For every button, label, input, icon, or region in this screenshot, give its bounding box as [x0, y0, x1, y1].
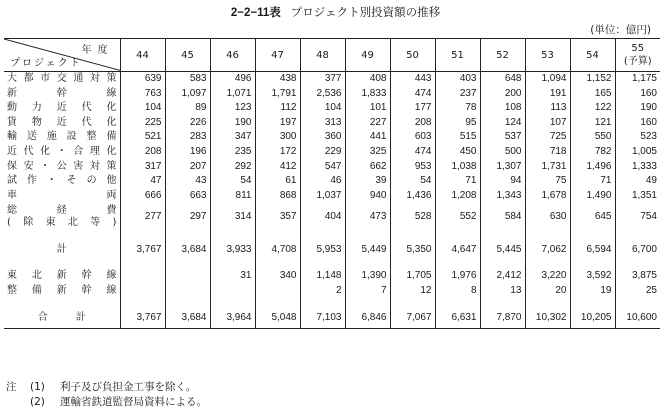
value-cell: 603	[390, 130, 435, 145]
value-cell: 12	[390, 284, 435, 299]
table-row	[4, 284, 660, 299]
value-cell: 940	[345, 189, 390, 204]
value-cell: 5,953	[300, 240, 345, 260]
value-cell: 39	[345, 174, 390, 189]
value-cell: 450	[435, 145, 480, 160]
value-cell: 547	[300, 160, 345, 175]
value-cell: 1,148	[300, 269, 345, 284]
value-cell: 8	[435, 284, 480, 299]
value-cell: 583	[165, 72, 210, 87]
value-cell: 190	[210, 116, 255, 131]
table-row	[4, 203, 660, 231]
table-title-text: プロジェクト別投資額の推移	[290, 5, 441, 19]
value-cell: 313	[300, 116, 345, 131]
value-cell: 521	[120, 130, 165, 145]
value-cell: 75	[525, 174, 570, 189]
row-label-cell	[4, 189, 120, 204]
value-cell: 225	[120, 116, 165, 131]
value-cell: 46	[300, 174, 345, 189]
value-cell: 443	[390, 72, 435, 87]
value-cell: 515	[435, 130, 480, 145]
spacer-row	[4, 231, 660, 240]
value-cell: 3,220	[525, 269, 570, 284]
value-cell: 47	[120, 174, 165, 189]
value-cell: 112	[255, 101, 300, 116]
year-header: 年度	[81, 45, 114, 56]
value-cell: 49	[615, 174, 660, 189]
value-cell: 5,449	[345, 240, 390, 260]
value-cell: 71	[570, 174, 615, 189]
value-cell: 537	[480, 130, 525, 145]
value-cell: 408	[345, 72, 390, 87]
value-cell: 648	[480, 72, 525, 87]
row-label-cell	[4, 284, 120, 299]
value-cell: 474	[390, 145, 435, 160]
row-label-cell	[4, 130, 120, 145]
value-cell: 237	[435, 87, 480, 102]
spacer-row	[4, 260, 660, 269]
value-cell: 552	[435, 203, 480, 231]
value-cell: 314	[210, 203, 255, 231]
value-cell: 1,094	[525, 72, 570, 87]
value-cell: 7,067	[390, 308, 435, 329]
value-cell	[210, 284, 255, 299]
value-cell: 5,445	[480, 240, 525, 260]
value-cell: 3,875	[615, 269, 660, 284]
year-header-cell: 46	[210, 39, 255, 72]
value-cell: 1,097	[165, 87, 210, 102]
row-label: 車 両	[7, 189, 117, 201]
value-cell: 763	[120, 87, 165, 102]
value-cell: 347	[210, 130, 255, 145]
value-cell: 123	[210, 101, 255, 116]
row-label: 大 都 市 交 通 対 策	[7, 73, 117, 84]
value-cell: 3,964	[210, 308, 255, 329]
value-cell: 1,343	[480, 189, 525, 204]
spacer-row	[4, 299, 660, 308]
value-cell: 71	[435, 174, 480, 189]
table-row	[4, 72, 660, 87]
value-cell: 227	[345, 116, 390, 131]
value-cell: 292	[210, 160, 255, 175]
year-header-cell: 54	[570, 39, 615, 72]
table-row	[4, 308, 660, 329]
table-body	[4, 72, 660, 329]
table-row	[4, 87, 660, 102]
table-row	[4, 174, 660, 189]
value-cell: 172	[255, 145, 300, 160]
value-cell: 325	[345, 145, 390, 160]
value-cell: 43	[165, 174, 210, 189]
row-label: 近 代 化 ・ 合 理 化	[7, 145, 117, 157]
value-cell: 10,205	[570, 308, 615, 329]
value-cell: 165	[570, 87, 615, 102]
value-cell: 1,351	[615, 189, 660, 204]
row-label-cell	[4, 87, 120, 102]
value-cell: 438	[255, 72, 300, 87]
year-header-cell: 47	[255, 39, 300, 72]
value-cell: 208	[120, 145, 165, 160]
row-label-cell	[4, 203, 120, 231]
value-cell: 3,767	[120, 308, 165, 329]
value-cell: 283	[165, 130, 210, 145]
table-row	[4, 130, 660, 145]
value-cell: 1,976	[435, 269, 480, 284]
value-cell: 208	[390, 116, 435, 131]
value-cell: 207	[165, 160, 210, 175]
value-cell: 3,684	[165, 240, 210, 260]
value-cell: 645	[570, 203, 615, 231]
value-cell: 404	[300, 203, 345, 231]
value-cell: 1,731	[525, 160, 570, 175]
value-cell: 1,833	[345, 87, 390, 102]
table-row	[4, 189, 660, 204]
value-cell: 196	[165, 145, 210, 160]
value-cell: 122	[570, 101, 615, 116]
year-header-cell: 55 (予算)	[615, 39, 660, 72]
value-cell: 1,436	[390, 189, 435, 204]
value-cell: 7,062	[525, 240, 570, 260]
header-corner	[4, 39, 120, 72]
value-cell: 7	[345, 284, 390, 299]
value-cell: 1,208	[435, 189, 480, 204]
table-row	[4, 269, 660, 284]
row-label: 輸 送 施 設 整 備	[7, 131, 117, 143]
row-label-cell	[4, 145, 120, 160]
value-cell: 1,333	[615, 160, 660, 175]
value-cell: 1,071	[210, 87, 255, 102]
year-header-cell: 51	[435, 39, 480, 72]
value-cell: 121	[570, 116, 615, 131]
value-cell: 3,592	[570, 269, 615, 284]
value-cell: 54	[210, 174, 255, 189]
value-cell: 1,490	[570, 189, 615, 204]
value-cell: 2,536	[300, 87, 345, 102]
year-header-cell: 52	[480, 39, 525, 72]
row-label-cell	[4, 160, 120, 175]
value-cell: 3,767	[120, 240, 165, 260]
value-cell: 725	[525, 130, 570, 145]
note-line: 注 (1) 利子及び負担金工事を除く。	[6, 381, 197, 393]
value-cell: 191	[525, 87, 570, 102]
value-cell: 1,037	[300, 189, 345, 204]
value-cell: 6,846	[345, 308, 390, 329]
value-cell: 3,933	[210, 240, 255, 260]
value-cell: 317	[120, 160, 165, 175]
value-cell: 235	[210, 145, 255, 160]
value-cell: 1,496	[570, 160, 615, 175]
value-cell	[120, 284, 165, 299]
value-cell: 124	[480, 116, 525, 131]
value-cell: 297	[165, 203, 210, 231]
value-cell: 31	[210, 269, 255, 284]
value-cell: 474	[390, 87, 435, 102]
value-cell: 718	[525, 145, 570, 160]
value-cell: 2,412	[480, 269, 525, 284]
project-header: プロジェクト	[10, 58, 82, 69]
value-cell: 868	[255, 189, 300, 204]
note-line: (2) 運輸省鉄道監督局資料による。	[30, 396, 207, 408]
row-label-cell	[4, 240, 120, 260]
table-number: 2−2−11表	[230, 7, 281, 19]
value-cell: 229	[300, 145, 345, 160]
value-cell: 3,684	[165, 308, 210, 329]
value-cell: 5,048	[255, 308, 300, 329]
row-label-cell	[4, 101, 120, 116]
value-cell: 277	[120, 203, 165, 231]
value-cell: 13	[480, 284, 525, 299]
notes	[6, 380, 207, 410]
value-cell: 108	[480, 101, 525, 116]
value-cell: 1,005	[615, 145, 660, 160]
value-cell: 107	[525, 116, 570, 131]
value-cell: 19	[570, 284, 615, 299]
value-cell: 412	[255, 160, 300, 175]
value-cell: 496	[210, 72, 255, 87]
row-label: 合計	[37, 311, 114, 323]
value-cell	[120, 269, 165, 284]
value-cell: 953	[390, 160, 435, 175]
value-cell: 782	[570, 145, 615, 160]
value-cell: 584	[480, 203, 525, 231]
row-label: 東 北 新 幹 線	[7, 270, 117, 282]
value-cell: 78	[435, 101, 480, 116]
value-cell: 523	[615, 130, 660, 145]
value-cell: 89	[165, 101, 210, 116]
value-cell: 663	[165, 189, 210, 204]
value-cell: 10,302	[525, 308, 570, 329]
row-label: 試 作 ・ そ の 他	[7, 175, 117, 187]
value-cell: 441	[345, 130, 390, 145]
row-label-cell	[4, 72, 120, 87]
year-header-cell: 45	[165, 39, 210, 72]
value-cell: 1,678	[525, 189, 570, 204]
table-row	[4, 101, 660, 116]
value-cell: 340	[255, 269, 300, 284]
value-cell: 177	[390, 101, 435, 116]
value-cell: 7,870	[480, 308, 525, 329]
value-cell: 4,647	[435, 240, 480, 260]
value-cell: 94	[480, 174, 525, 189]
row-label-cell	[4, 308, 120, 329]
row-label-cell	[4, 269, 120, 284]
value-cell: 160	[615, 87, 660, 102]
row-label: 動 力 近 代 化	[7, 102, 117, 114]
value-cell: 6,700	[615, 240, 660, 260]
value-cell: 160	[615, 116, 660, 131]
value-cell	[165, 269, 210, 284]
value-cell: 630	[525, 203, 570, 231]
value-cell: 377	[300, 72, 345, 87]
value-cell	[255, 284, 300, 299]
row-label-sub: ( 除 東 北 等 )	[7, 217, 117, 229]
row-label: 計	[56, 244, 67, 256]
table-row	[4, 145, 660, 160]
value-cell: 104	[300, 101, 345, 116]
unit-label: (単位：億円)	[590, 24, 651, 36]
value-cell: 639	[120, 72, 165, 87]
value-cell: 197	[255, 116, 300, 131]
row-label: 新 幹 線	[7, 87, 117, 99]
value-cell	[165, 284, 210, 299]
investment-table	[4, 38, 660, 329]
year-header-cell: 48	[300, 39, 345, 72]
value-cell: 500	[480, 145, 525, 160]
value-cell: 300	[255, 130, 300, 145]
header-row	[4, 39, 660, 72]
table-row	[4, 240, 660, 260]
value-cell: 226	[165, 116, 210, 131]
year-header-cell: 44	[120, 39, 165, 72]
value-cell: 101	[345, 101, 390, 116]
value-cell: 357	[255, 203, 300, 231]
row-label: 総 経 費	[7, 205, 117, 217]
value-cell: 1,175	[615, 72, 660, 87]
row-label: 整 備 新 幹 線	[7, 284, 117, 296]
value-cell: 95	[435, 116, 480, 131]
value-cell: 7,103	[300, 308, 345, 329]
table-title	[0, 4, 671, 20]
value-cell: 6,631	[435, 308, 480, 329]
row-label: 貨 物 近 代 化	[7, 116, 117, 128]
value-cell: 666	[120, 189, 165, 204]
value-cell: 54	[390, 174, 435, 189]
value-cell: 2	[300, 284, 345, 299]
value-cell: 662	[345, 160, 390, 175]
value-cell: 403	[435, 72, 480, 87]
row-label: 保 安 ・ 公 害 対 策	[7, 160, 117, 172]
value-cell: 61	[255, 174, 300, 189]
value-cell: 1,307	[480, 160, 525, 175]
value-cell: 113	[525, 101, 570, 116]
value-cell: 754	[615, 203, 660, 231]
value-cell: 1,038	[435, 160, 480, 175]
value-cell: 10,600	[615, 308, 660, 329]
row-label-cell	[4, 174, 120, 189]
value-cell: 104	[120, 101, 165, 116]
value-cell: 473	[345, 203, 390, 231]
row-label-cell	[4, 116, 120, 131]
value-cell: 20	[525, 284, 570, 299]
year-header-cell: 49	[345, 39, 390, 72]
table-row	[4, 116, 660, 131]
value-cell: 550	[570, 130, 615, 145]
value-cell: 5,350	[390, 240, 435, 260]
value-cell: 360	[300, 130, 345, 145]
value-cell: 1,390	[345, 269, 390, 284]
year-header-cell: 50	[390, 39, 435, 72]
value-cell: 1,152	[570, 72, 615, 87]
table-row	[4, 160, 660, 175]
value-cell: 6,594	[570, 240, 615, 260]
value-cell: 528	[390, 203, 435, 231]
value-cell: 1,791	[255, 87, 300, 102]
value-cell: 200	[480, 87, 525, 102]
value-cell: 190	[615, 101, 660, 116]
value-cell: 811	[210, 189, 255, 204]
value-cell: 25	[615, 284, 660, 299]
value-cell: 4,708	[255, 240, 300, 260]
value-cell: 1,705	[390, 269, 435, 284]
year-header-cell: 53	[525, 39, 570, 72]
